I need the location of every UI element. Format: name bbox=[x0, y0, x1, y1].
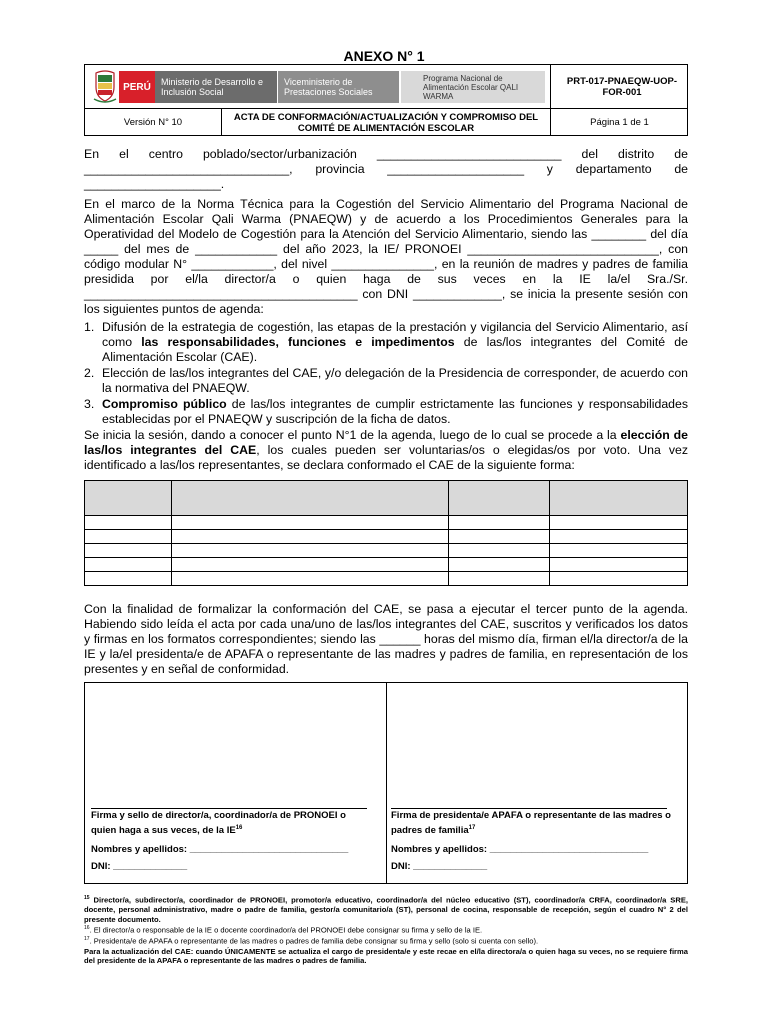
footnote-15: $^{15}$ Director/a, subdirector/a, coordinador de PRONOEI, promotor/a educativo, coordinador/a del núcleo educativo (ST), coordinador/a CRFA, coordinador/a SRE, docente, personal administrativo, madre o padre de familia, gestor/a comunitario/a (ST), personal de cocina, responsable de recepción, según el cuadro N° 2 del presente documento. bbox=[84, 895, 688, 924]
table-row bbox=[85, 572, 688, 586]
document-header bbox=[84, 64, 688, 136]
closing-paragraph bbox=[84, 602, 688, 677]
footnotes bbox=[84, 894, 688, 966]
table-row bbox=[85, 516, 688, 530]
coat-of-arms-icon bbox=[93, 69, 117, 103]
table-row bbox=[85, 544, 688, 558]
agenda-item: 3. Compromiso público de las/los integrantes de cumplir estrictamente las funciones y responsabilidades establecidas por el PNAEQW y suscripción de la ficha de datos. bbox=[84, 397, 688, 426]
ministry-brand-block: Ministerio de Desarrollo e Inclusión Social bbox=[155, 71, 277, 103]
framework-text: En el marco de la Norma Técnica para la Cogestión del Servicio Alimentario del Programa Nacional de Alimentación Escolar Qali Warma (PNAEQW) y de acuerdo a los Procedimientos Generales para la Operatividad del Modelo de Cogestión para la Atención del Servicio Alimentario, siendo las ________ del día _____ del mes de ____________ del año 2023, la IE/ PRONOEI ____________________________, con código modular N° ____________, del nivel _______________, en la reunión de madres y padres de familia presidida por el/la director/a o quien haga de sus veces en la IE la/el Sra./Sr. ________________________________________ con DNI _____________, se inicia la presente sesión con los siguientes puntos de agenda: bbox=[84, 197, 688, 316]
agenda-item: 1. Difusión de la estrategia de cogestión, las etapas de la prestación y vigilancia del Servicio Alimentario, así como las responsabilidades, funciones e impedimentos de las/los integrantes del Comité de Alimentación Escolar (CAE). bbox=[84, 320, 688, 364]
table-row bbox=[85, 530, 688, 544]
program-brand-block: Programa Nacional de Alimentación Escolar QALI WARMA bbox=[401, 71, 545, 103]
intro-paragraph bbox=[84, 147, 688, 192]
apafa-dni-field: DNI: ______________ bbox=[391, 861, 488, 872]
footnote-17: $^{17}$. Presidenta/e de APAFA o representante de las madres o padres de familia debe consignar su firma y sello (solo si cuenta con sello). bbox=[84, 936, 539, 946]
election-text: Se inicia la sesión, dando a conocer el punto N°1 de la agenda, luego de lo cual se procede a la elección de las/los integrantes del CAE, los cuales pueden ser voluntarias/os o elegidas/os por voto. Una vez identificado a las/los representantes, se declara conformado el CAE de la siguiente forma: bbox=[84, 428, 688, 472]
location-text: En el centro poblado/sector/urbanización ___________________________ del distrito de ______________________________, provincia ____________________ y departamento de ____________________. bbox=[84, 147, 688, 191]
framework-paragraph bbox=[84, 197, 688, 317]
agenda-item: 2. Elección de las/los integrantes del CAE, y/o delegación de la Presidencia de corresponder, de acuerdo con la normativa del PNAEQW. bbox=[84, 366, 688, 395]
page-number: Página 1 de 1 bbox=[590, 117, 649, 128]
update-note: Para la actualización del CAE: cuando ÚNICAMENTE se actualiza el cargo de presidenta/e y este recae en el/la directora/a o quien haga su veces, no se requiere firma del presidente de la APAFA o representante de las madres o padres de familia. bbox=[84, 946, 688, 966]
director-name-field: Nombres y apellidos: ______________________________ bbox=[91, 844, 349, 855]
agenda-list bbox=[84, 320, 688, 428]
table-row bbox=[85, 558, 688, 572]
peru-brand-block: PERÚ bbox=[119, 71, 155, 103]
version-label: Versión N° 10 bbox=[123, 117, 183, 128]
viceministry-brand-block: Viceministerio de Prestaciones Sociales bbox=[277, 71, 399, 103]
director-dni-field: DNI: ______________ bbox=[91, 861, 188, 872]
footnote-16: $^{16}$. El director/a o responsable de la IE o docente coordinador/a del PRONOEI debe consignar su firma y sello de la IE. bbox=[84, 925, 483, 935]
apafa-name-field: Nombres y apellidos: ______________________________ bbox=[391, 844, 649, 855]
table-header-row bbox=[85, 481, 688, 516]
page-title: ANEXO N° 1 bbox=[343, 48, 425, 64]
document-title: ACTA DE CONFORMACIÓN/ACTUALIZACIÓN Y COMPROMISO DEL COMITÉ DE ALIMENTACIÓN ESCOLAR bbox=[233, 111, 539, 134]
cae-members-table bbox=[84, 480, 688, 586]
apafa-signature-label: Firma de presidenta/e APAFA o representante de las madres o padres de familia$^{17}$ bbox=[391, 810, 671, 837]
closing-text: Con la finalidad de formalizar la conformación del CAE, se pasa a ejecutar el tercer punto de la agenda. Habiendo sido leída el acta por cada una/uno de las/los integrantes del CAE, suscritos y verificados los datos y firmas en los formatos correspondientes; siendo las ______ horas del mismo día, firman el/la director/a de la IE y la/el presidenta/e de APAFA o representante de las madres y padres de familia, en representación de los presentes y en señal de conformidad. bbox=[84, 602, 688, 676]
election-paragraph bbox=[84, 428, 688, 473]
institution-logo-bar bbox=[91, 69, 543, 104]
signature-box bbox=[84, 682, 688, 884]
director-signature-label: Firma y sello de director/a, coordinador/a de PRONOEI o quien haga a sus veces, de la IE$^{16}$ bbox=[91, 810, 346, 837]
document-code: PRT-017-PNAEQW-UOP-FOR-001 bbox=[566, 76, 678, 98]
